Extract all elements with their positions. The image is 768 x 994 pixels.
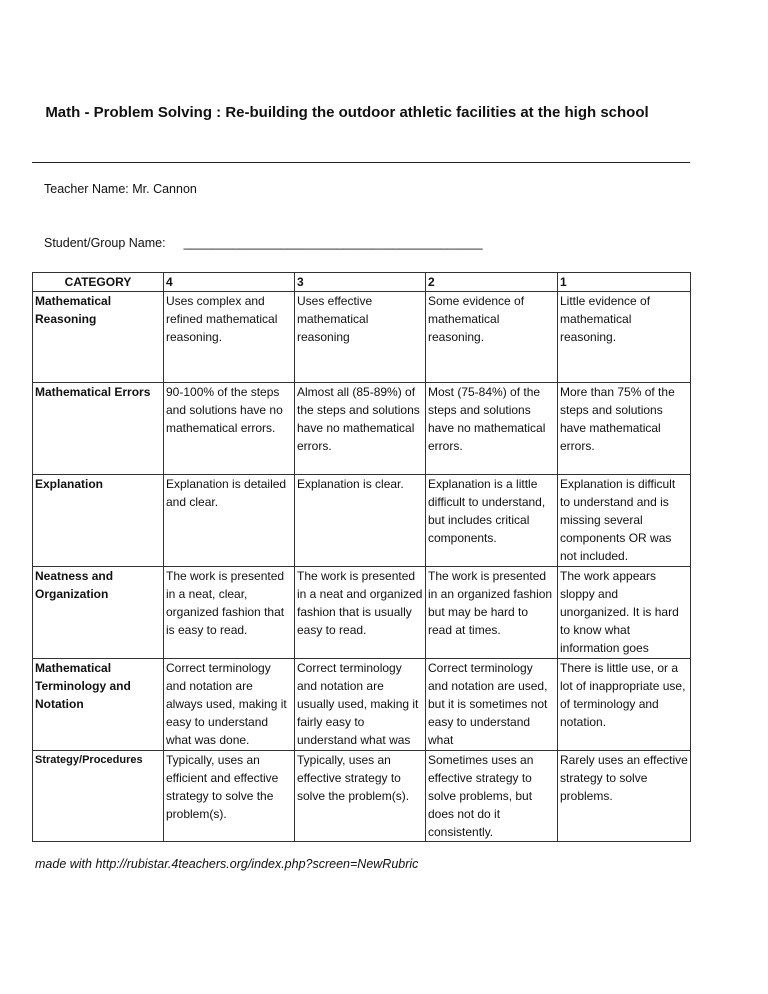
score-cell: Sometimes uses an effective strategy to solve problems, but does not do it consistently.	[426, 751, 558, 842]
category-cell: Explanation	[33, 475, 164, 567]
score-cell: Explanation is clear.	[295, 475, 426, 567]
score-cell: Most (75-84%) of the steps and solutions have no mathematical errors.	[426, 383, 558, 475]
student-group-line	[44, 236, 483, 250]
category-cell: Mathematical Terminology and Notation	[33, 659, 164, 751]
score-cell: The work appears sloppy and unorganized. It is hard to know what information goes	[558, 567, 691, 659]
score-cell: Correct terminology and notation are usually used, making it fairly easy to understand what was	[295, 659, 426, 751]
category-cell: Mathematical Errors	[33, 383, 164, 475]
score-cell: Explanation is detailed and clear.	[164, 475, 295, 567]
score-cell: Some evidence of mathematical reasoning.	[426, 292, 558, 383]
title-divider	[32, 162, 690, 163]
header-score-4: 4	[164, 273, 295, 292]
score-cell: Uses effective mathematical reasoning	[295, 292, 426, 383]
student-group-label: Student/Group Name:	[44, 236, 166, 250]
score-cell: More than 75% of the steps and solutions have mathematical errors.	[558, 383, 691, 475]
header-score-3: 3	[295, 273, 426, 292]
table-row	[33, 751, 691, 842]
table-row	[33, 292, 691, 383]
header-score-2: 2	[426, 273, 558, 292]
score-cell: Little evidence of mathematical reasoning.	[558, 292, 691, 383]
score-cell: Correct terminology and notation are used, but it is sometimes not easy to understand what	[426, 659, 558, 751]
score-cell: There is little use, or a lot of inappropriate use, of terminology and notation.	[558, 659, 691, 751]
category-cell: Mathematical Reasoning	[33, 292, 164, 383]
score-cell: Rarely uses an effective strategy to solve problems.	[558, 751, 691, 842]
score-cell: 90-100% of the steps and solutions have no mathematical errors.	[164, 383, 295, 475]
document-title: Math - Problem Solving : Re-building the outdoor athletic facilities at the high school	[45, 104, 649, 121]
score-cell: Explanation is difficult to understand and is missing several components OR was not included.	[558, 475, 691, 567]
header-score-1: 1	[558, 273, 691, 292]
score-cell: The work is presented in a neat, clear, organized fashion that is easy to read.	[164, 567, 295, 659]
footer-credit: made with http://rubistar.4teachers.org/index.php?screen=NewRubric	[35, 857, 419, 871]
category-cell: Neatness and Organization	[33, 567, 164, 659]
score-cell: Typically, uses an efficient and effective strategy to solve the problem(s).	[164, 751, 295, 842]
score-cell: Almost all (85-89%) of the steps and solutions have no mathematical errors.	[295, 383, 426, 475]
table-row	[33, 567, 691, 659]
score-cell: Uses complex and refined mathematical reasoning.	[164, 292, 295, 383]
table-row	[33, 383, 691, 475]
score-cell: Explanation is a little difficult to understand, but includes critical components.	[426, 475, 558, 567]
category-cell: Strategy/Procedures	[33, 751, 164, 842]
header-category: CATEGORY	[33, 273, 164, 292]
table-row	[33, 659, 691, 751]
score-cell: Typically, uses an effective strategy to solve the problem(s).	[295, 751, 426, 842]
score-cell: The work is presented in an organized fashion but may be hard to read at times.	[426, 567, 558, 659]
table-row	[33, 475, 691, 567]
score-cell: Correct terminology and notation are always used, making it easy to understand what was done.	[164, 659, 295, 751]
student-group-blank: ___________________________________________	[183, 236, 483, 250]
rubric-table	[32, 272, 691, 842]
rubric-header-row	[33, 273, 691, 292]
teacher-name: Teacher Name: Mr. Cannon	[44, 182, 197, 196]
score-cell: The work is presented in a neat and organized fashion that is usually easy to read.	[295, 567, 426, 659]
